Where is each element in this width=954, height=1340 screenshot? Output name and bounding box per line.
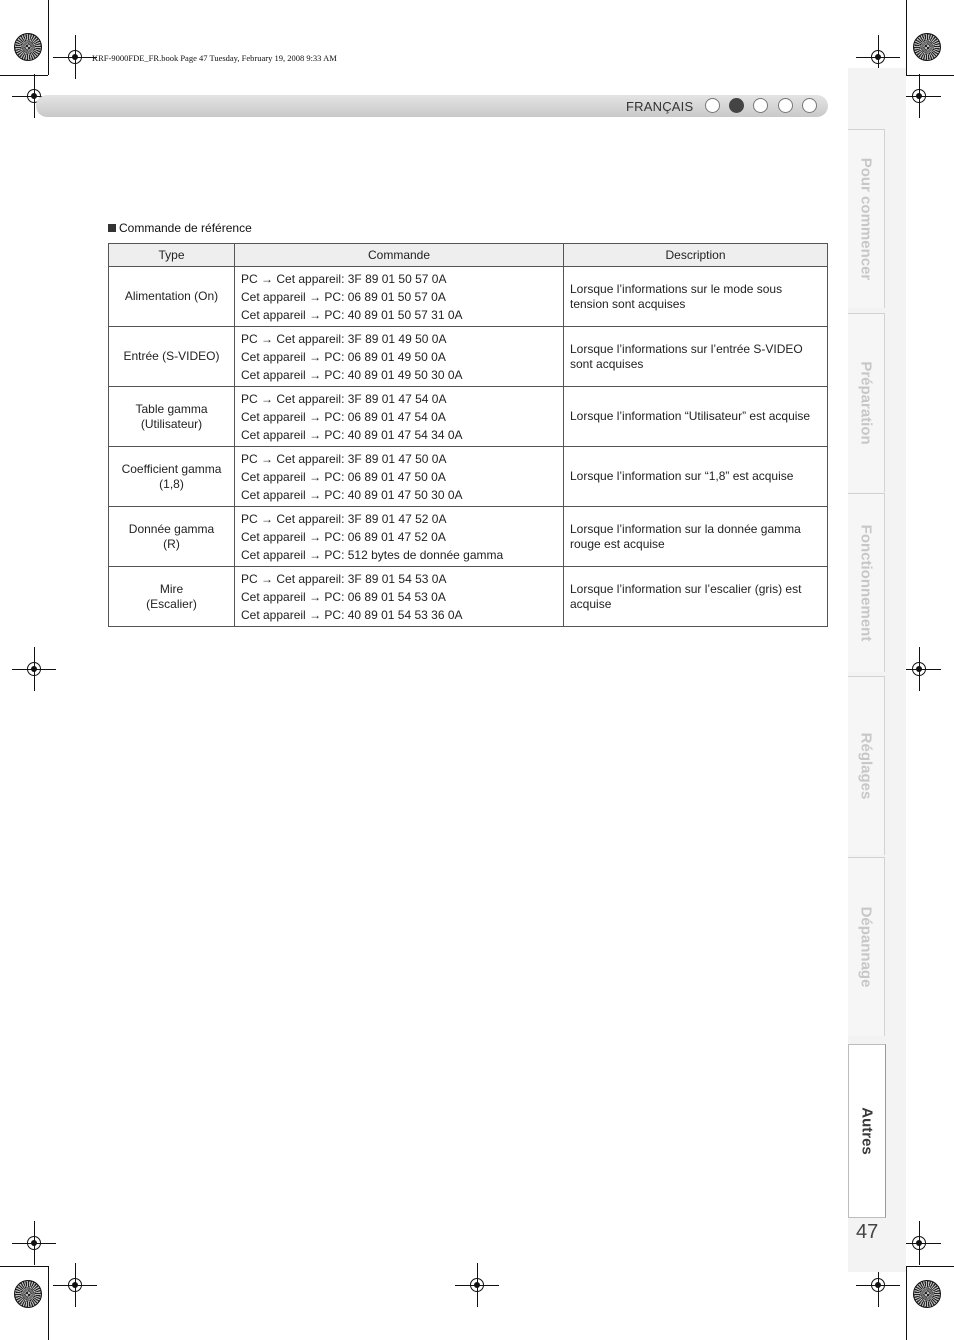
trim-line <box>0 75 48 76</box>
type-line: (Escalier) <box>146 596 197 611</box>
reference-command-table <box>108 243 828 627</box>
arrow-right-icon: → <box>309 469 322 484</box>
command-source: Cet appareil <box>241 547 306 562</box>
table-body <box>109 267 828 627</box>
type-line: Mire <box>159 581 184 596</box>
trim-line <box>48 1266 49 1340</box>
command-line <box>241 390 563 408</box>
command-line <box>241 528 563 546</box>
command-source: Cet appareil <box>241 589 306 604</box>
command-line <box>241 588 563 606</box>
trim-line <box>0 1266 48 1267</box>
arrow-right-icon: → <box>309 487 322 502</box>
side-tab-label: Dépannage <box>857 906 875 988</box>
arrow-right-icon: → <box>309 427 322 442</box>
table-row <box>109 387 828 447</box>
command-target: PC: 512 bytes de donnée gamma <box>324 547 504 562</box>
command-target: Cet appareil: 3F 89 01 50 57 0A <box>276 271 447 286</box>
section-title <box>108 221 252 235</box>
command-line <box>241 510 563 528</box>
command-source: Cet appareil <box>241 307 306 322</box>
cell-command <box>235 507 564 567</box>
registration-starburst-icon <box>913 33 941 61</box>
arrow-right-icon: → <box>309 289 322 304</box>
command-line <box>241 450 563 468</box>
language-dot-icon <box>753 98 768 113</box>
table-header-row <box>109 244 828 267</box>
side-tab-label: Autres <box>858 1107 876 1155</box>
cell-description: Lorsque l’information sur “1,8” est acquise <box>564 447 828 507</box>
command-line <box>241 546 563 564</box>
command-source: Cet appareil <box>241 367 306 382</box>
cell-type <box>109 387 235 447</box>
command-source: PC <box>241 571 258 586</box>
command-line <box>241 468 563 486</box>
arrow-right-icon: → <box>309 547 322 562</box>
side-tab-4 <box>848 676 885 855</box>
command-target: PC: 06 89 01 54 53 0A <box>324 589 446 604</box>
language-dot-icon <box>778 98 793 113</box>
command-source: PC <box>241 331 258 346</box>
command-source: Cet appareil <box>241 469 306 484</box>
arrow-right-icon: → <box>309 409 322 424</box>
command-target: Cet appareil: 3F 89 01 49 50 0A <box>276 331 447 346</box>
page-number: 47 <box>856 1221 879 1243</box>
language-dot-icon <box>705 98 720 113</box>
arrow-right-icon: → <box>261 571 274 586</box>
type-line: (Utilisateur) <box>140 416 203 431</box>
command-source: Cet appareil <box>241 607 306 622</box>
side-tab-5 <box>848 857 885 1036</box>
file-stamp: KRF-9000FDE_FR.book Page 47 Tuesday, February 19, 2008 9:33 AM <box>92 53 337 63</box>
command-source: Cet appareil <box>241 289 306 304</box>
square-bullet-icon <box>108 224 116 232</box>
side-tab-1 <box>848 129 885 308</box>
command-source: Cet appareil <box>241 349 306 364</box>
command-target: PC: 40 89 01 47 54 34 0A <box>324 427 463 442</box>
command-target: PC: 06 89 01 47 54 0A <box>324 409 446 424</box>
arrow-right-icon: → <box>309 589 322 604</box>
side-tab-label: Préparation <box>857 361 875 445</box>
table-row <box>109 267 828 327</box>
command-line <box>241 330 563 348</box>
cell-type <box>109 267 235 327</box>
command-source: Cet appareil <box>241 409 306 424</box>
arrow-right-icon: → <box>309 367 322 382</box>
table-row <box>109 327 828 387</box>
type-line: (1,8) <box>159 476 184 491</box>
type-line: Coefficient gamma <box>121 461 222 476</box>
command-source: PC <box>241 511 258 526</box>
command-line <box>241 306 563 324</box>
command-line <box>241 408 563 426</box>
command-target: Cet appareil: 3F 89 01 47 54 0A <box>276 391 447 406</box>
arrow-right-icon: → <box>309 529 322 544</box>
type-line: Table gamma <box>135 401 208 416</box>
command-source: Cet appareil <box>241 529 306 544</box>
cell-type <box>109 507 235 567</box>
command-target: PC: 06 89 01 50 57 0A <box>324 289 446 304</box>
registration-starburst-icon <box>14 33 42 61</box>
column-header-type: Type <box>109 244 235 267</box>
command-line <box>241 570 563 588</box>
type-line: (R) <box>163 536 180 551</box>
cell-description: Lorsque l’informations sur le mode sous tension sont acquises <box>564 267 828 327</box>
arrow-right-icon: → <box>309 307 322 322</box>
trim-line <box>906 1266 907 1340</box>
section-title-text: Commande de référence <box>119 221 252 235</box>
cell-command <box>235 327 564 387</box>
cell-type <box>109 567 235 627</box>
command-target: PC: 06 89 01 47 52 0A <box>324 529 446 544</box>
command-line <box>241 366 563 384</box>
column-header-command: Commande <box>235 244 564 267</box>
command-line <box>241 270 563 288</box>
command-line <box>241 348 563 366</box>
registration-starburst-icon <box>14 1280 42 1308</box>
table-row <box>109 447 828 507</box>
arrow-right-icon: → <box>309 607 322 622</box>
language-dot-icon <box>802 98 817 113</box>
command-target: PC: 40 89 01 54 53 36 0A <box>324 607 463 622</box>
cell-command <box>235 447 564 507</box>
command-target: Cet appareil: 3F 89 01 47 50 0A <box>276 451 447 466</box>
type-line: Entrée (S-VIDEO) <box>123 349 220 363</box>
command-target: Cet appareil: 3F 89 01 54 53 0A <box>276 571 447 586</box>
table-row <box>109 507 828 567</box>
side-tab-label: Fonctionnement <box>857 524 875 642</box>
trim-line <box>906 0 907 75</box>
arrow-right-icon: → <box>309 349 322 364</box>
command-source: PC <box>241 451 258 466</box>
cell-description: Lorsque l’information sur la donnée gamma rouge est acquise <box>564 507 828 567</box>
command-source: PC <box>241 391 258 406</box>
command-line <box>241 288 563 306</box>
trim-line <box>48 0 49 75</box>
command-line <box>241 426 563 444</box>
cell-description: Lorsque l’informations sur l’entrée S-VIDEO sont acquises <box>564 327 828 387</box>
command-line <box>241 606 563 624</box>
cell-description: Lorsque l’information sur l’escalier (gris) est acquise <box>564 567 828 627</box>
cell-type <box>109 327 235 387</box>
arrow-right-icon: → <box>261 511 274 526</box>
trim-line <box>906 1266 954 1267</box>
command-target: PC: 40 89 01 47 50 30 0A <box>324 487 463 502</box>
cell-type <box>109 447 235 507</box>
side-tab-label: Réglages <box>857 732 875 800</box>
command-line <box>241 486 563 504</box>
registration-starburst-icon <box>913 1280 941 1308</box>
command-target: Cet appareil: 3F 89 01 47 52 0A <box>276 511 447 526</box>
command-target: PC: 40 89 01 50 57 31 0A <box>324 307 463 322</box>
type-line: Alimentation (On) <box>124 289 219 303</box>
arrow-right-icon: → <box>261 451 274 466</box>
column-header-description: Description <box>564 244 828 267</box>
arrow-right-icon: → <box>261 331 274 346</box>
command-target: PC: 06 89 01 47 50 0A <box>324 469 446 484</box>
arrow-right-icon: → <box>261 271 274 286</box>
command-source: Cet appareil <box>241 487 306 502</box>
language-dot-icon <box>729 98 744 113</box>
type-line: Donnée gamma <box>128 521 215 536</box>
side-tab-6 <box>848 1044 886 1218</box>
cell-command <box>235 267 564 327</box>
command-source: Cet appareil <box>241 427 306 442</box>
command-source: PC <box>241 271 258 286</box>
cell-description: Lorsque l’information “Utilisateur” est acquise <box>564 387 828 447</box>
table-row <box>109 567 828 627</box>
cell-command <box>235 567 564 627</box>
command-target: PC: 06 89 01 49 50 0A <box>324 349 446 364</box>
side-tab-2 <box>848 313 885 492</box>
side-tab-3 <box>848 493 885 672</box>
arrow-right-icon: → <box>261 391 274 406</box>
command-target: PC: 40 89 01 49 50 30 0A <box>324 367 463 382</box>
language-label: FRANÇAIS <box>626 99 694 114</box>
side-tab-label: Pour commencer <box>857 157 875 281</box>
trim-line <box>906 75 954 76</box>
cell-command <box>235 387 564 447</box>
